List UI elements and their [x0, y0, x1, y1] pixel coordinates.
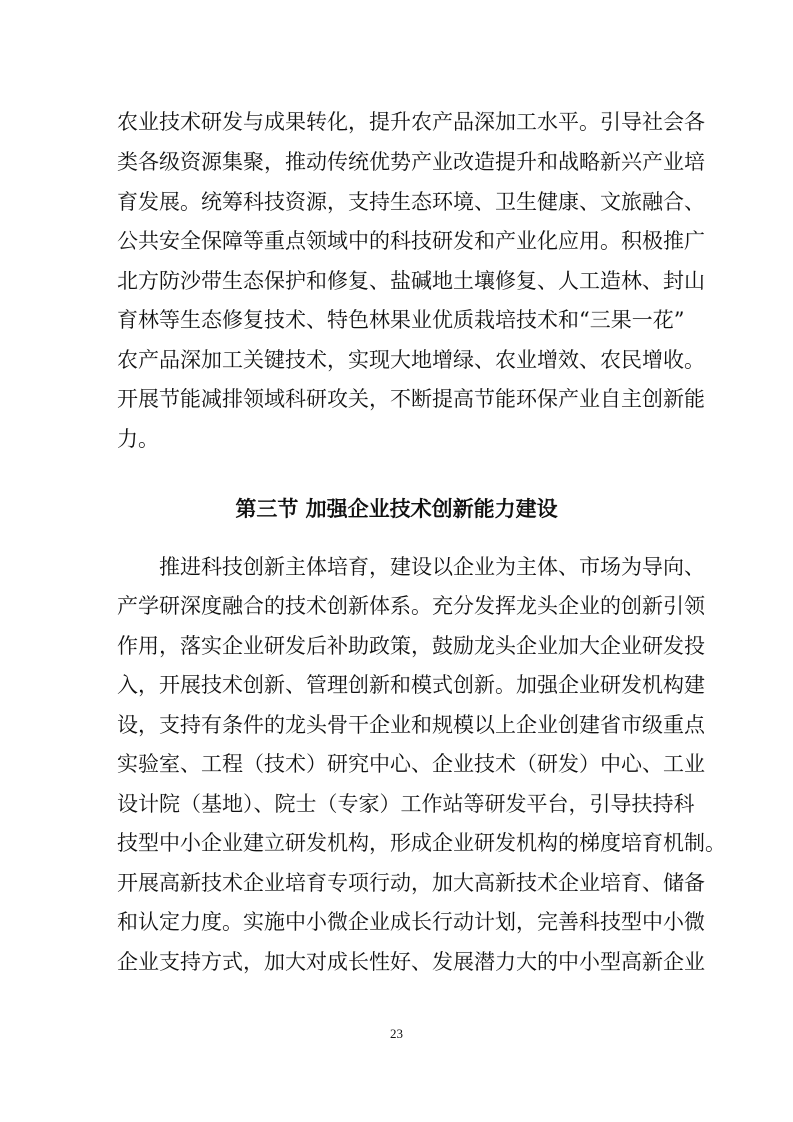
paragraph-line: 公共安全保障等重点领域中的科技研发和产业化应用。积极推广 [117, 229, 705, 253]
paragraph-line: 入，开展技术创新、管理创新和模式创新。加强企业研发机构建 [117, 673, 705, 697]
paragraph-line: 力。 [117, 427, 159, 451]
paragraph-line: 实验室、工程（技术）研究中心、企业技术（研发）中心、工业 [117, 752, 705, 776]
paragraph-line: 技型中小企业建立研发机构，形成企业研发机构的梯度培育机制。 [117, 831, 726, 855]
paragraph-line: 育林等生态修复技术、特色林果业优质栽培技术和“三果一花” [117, 308, 685, 332]
paragraph-line: 北方防沙带生态保护和修复、盐碱地土壤修复、人工造林、封山 [117, 269, 705, 293]
paragraph-line: 农产品深加工关键技术，实现大地增绿、农业增效、农民增收。 [117, 348, 705, 372]
paragraph-line: 设，支持有条件的龙头骨干企业和规模以上企业创建省市级重点 [117, 713, 705, 737]
paragraph-line: 育发展。统筹科技资源，支持生态环境、卫生健康、文旅融合、 [117, 190, 705, 214]
section-heading: 第三节 加强企业技术创新能力建设 [235, 497, 558, 521]
paragraph-line: 开展高新技术企业培育专项行动，加大高新技术企业培育、储备 [117, 871, 705, 895]
paragraph-line: 作用，落实企业研发后补助政策，鼓励龙头企业加大企业研发投 [117, 634, 705, 658]
paragraph-line: 企业支持方式，加大对成长性好、发展潜力大的中小型高新企业 [117, 950, 705, 974]
paragraph-line: 产学研深度融合的技术创新体系。充分发挥龙头企业的创新引领 [117, 594, 705, 618]
paragraph-line: 和认定力度。实施中小微企业成长行动计划，完善科技型中小微 [117, 910, 705, 934]
paragraph-line: 农业技术研发与成果转化，提升农产品深加工水平。引导社会各 [117, 110, 705, 134]
paragraph-line: 类各级资源集聚，推动传统优势产业改造提升和战略新兴产业培 [117, 150, 705, 174]
paragraph-line: 设计院（基地）、院士（专家）工作站等研发平台，引导扶持科 [117, 792, 695, 816]
paragraph-line: 推进科技创新主体培育，建设以企业为主体、市场为导向、 [159, 555, 705, 579]
paragraph-line: 开展节能减排领域科研攻关，不断提高节能环保产业自主创新能 [117, 387, 705, 411]
page-number: 23 [390, 1026, 403, 1041]
